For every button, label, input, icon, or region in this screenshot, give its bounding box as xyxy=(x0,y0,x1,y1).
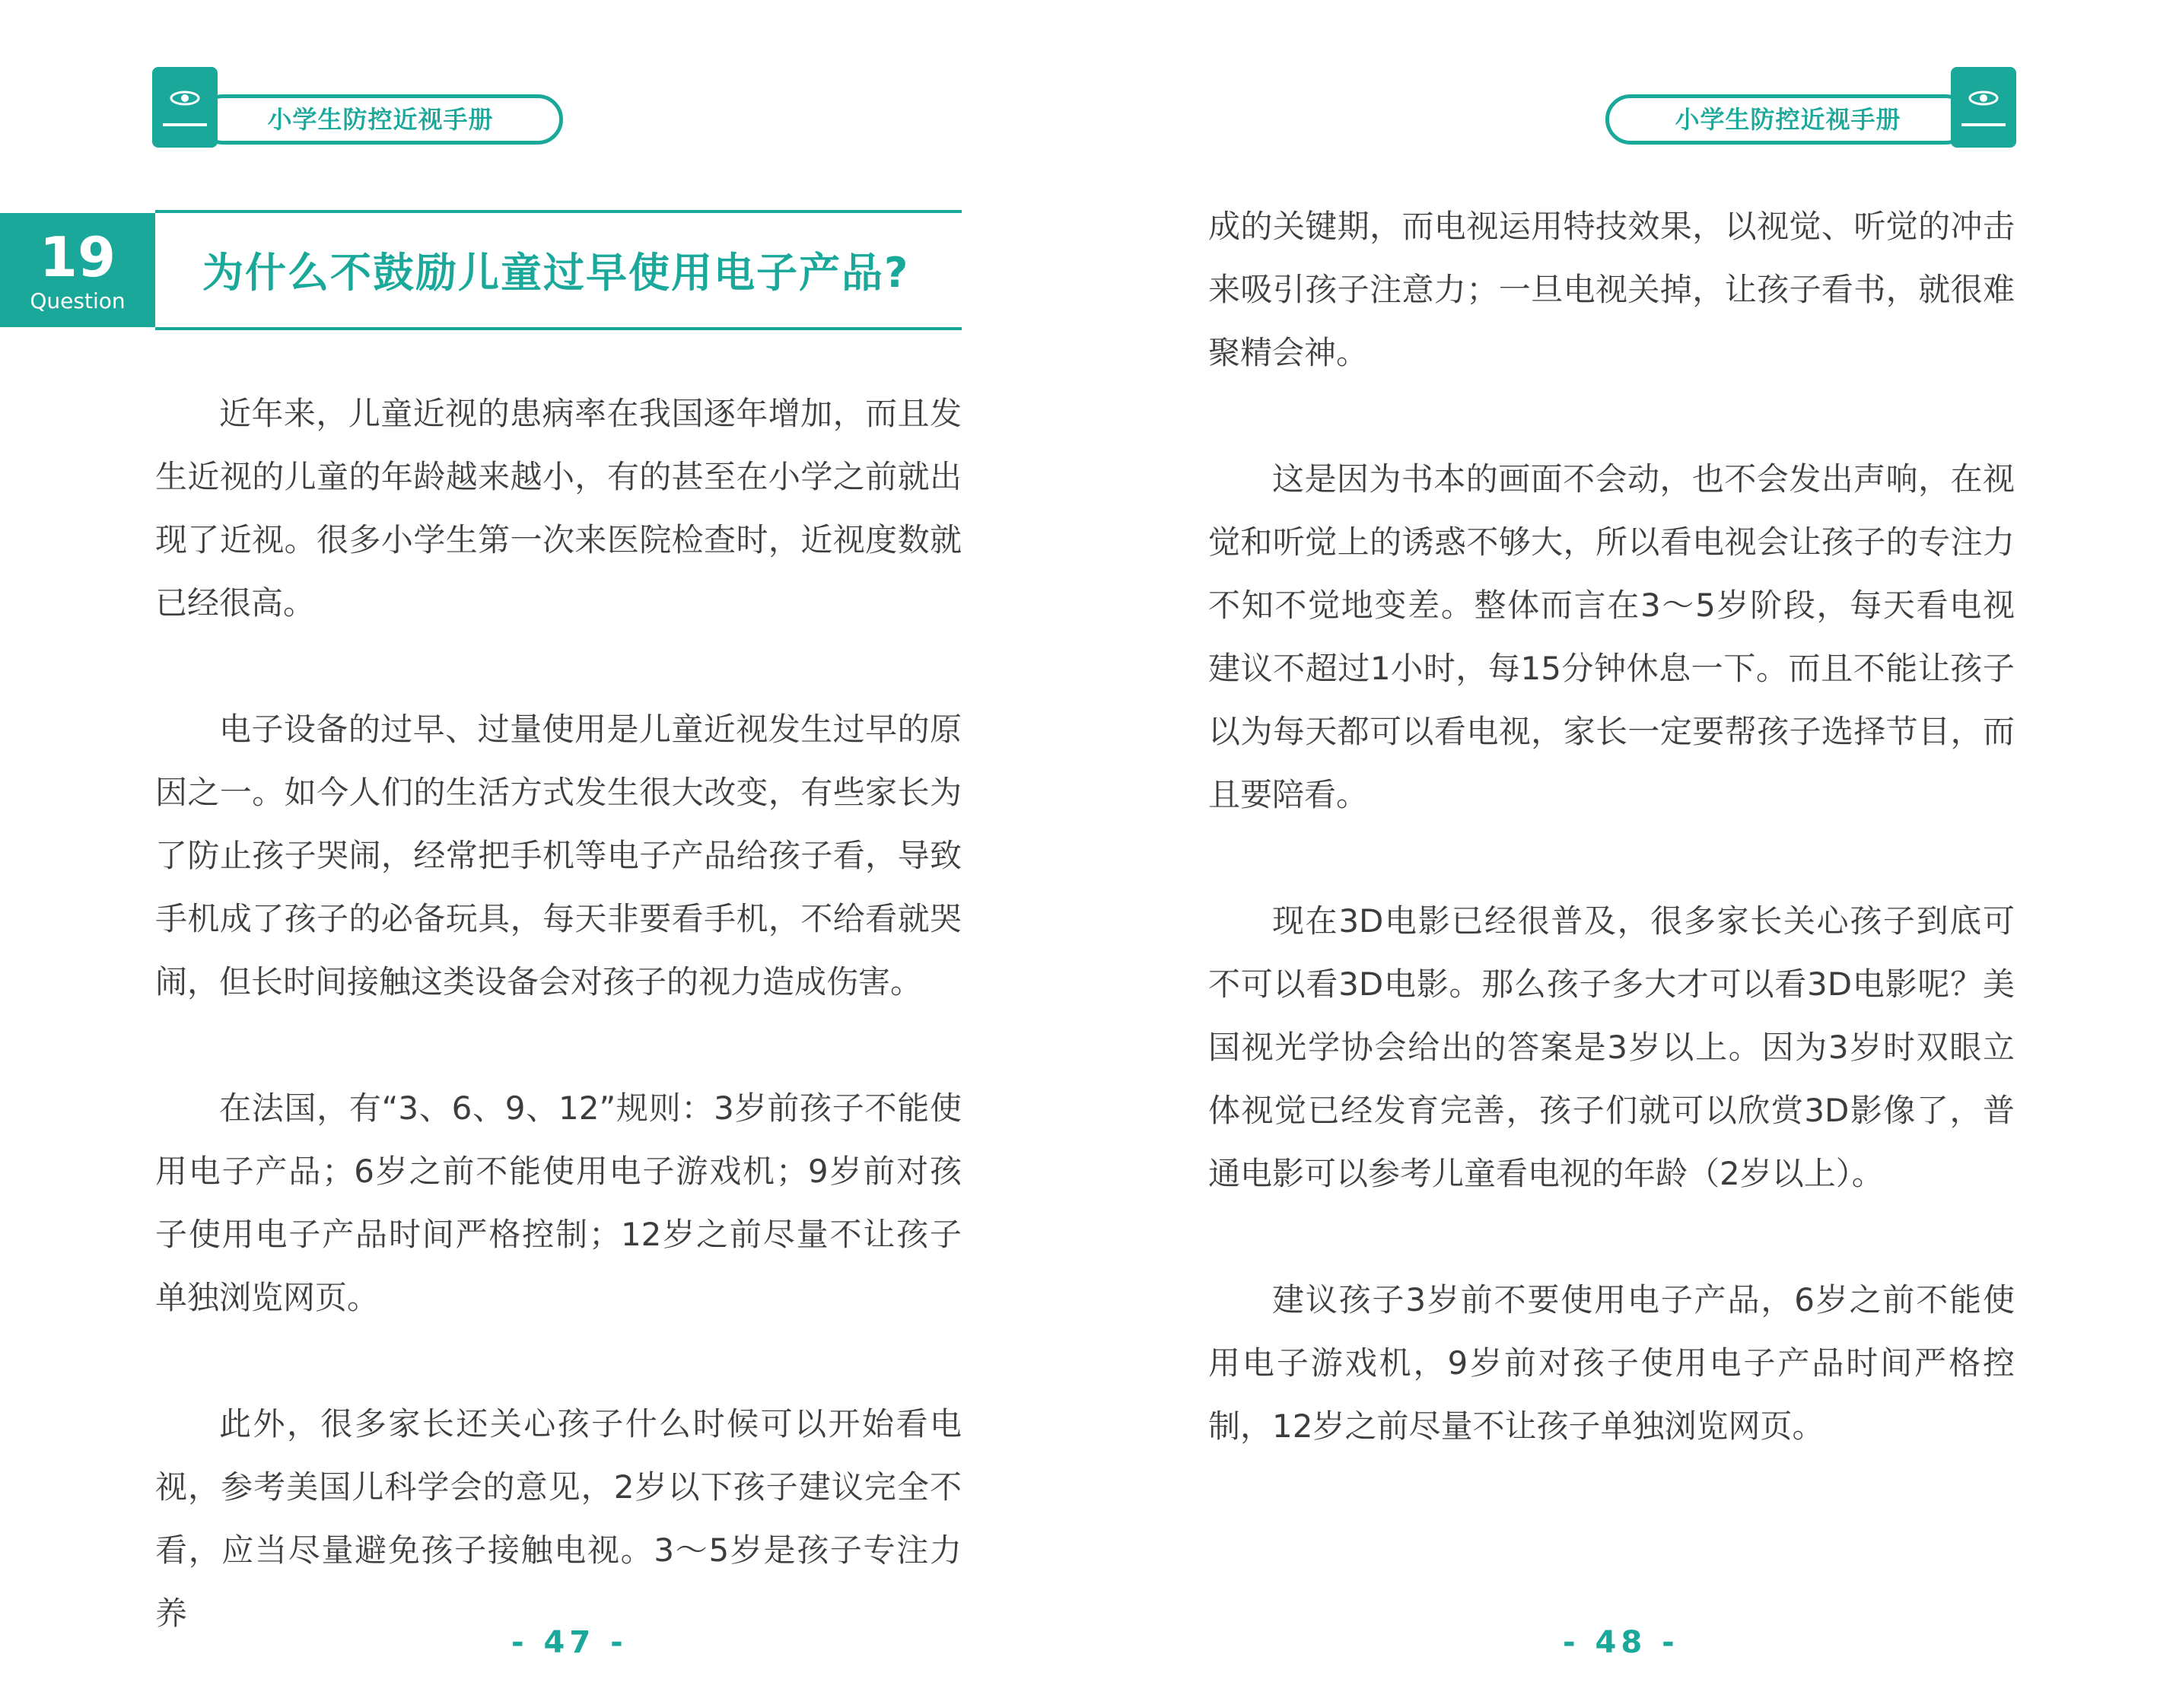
left-page xyxy=(0,0,1078,1708)
paragraph: 在法国，有“3、6、9、12”规则：3岁前孩子不能使用电子产品；6岁之前不能使用电子游戏机；9岁前对孩子使用电子产品时间严格控制；12岁之前尽量不让孩子单独浏览网页。 xyxy=(155,1089,962,1316)
header-badge xyxy=(1605,67,2016,148)
page-number: - 48 - xyxy=(1563,1625,1679,1660)
header-badge xyxy=(152,67,563,148)
header-pill xyxy=(198,94,563,145)
paragraph: 这是因为书本的画面不会动，也不会发出声响，在视觉和听觉上的诱惑不够大，所以看电视会让孩子的专注力不知不觉地变差。整体而言在3～5岁阶段，每天看电视建议不超过1小时，每15分钟休息一下。而且不能让孩子以为每天都可以看电视，家长一定要帮孩子选择节目，而且要陪看。 xyxy=(1208,460,2015,813)
paragraph: 此外，很多家长还关心孩子什么时候可以开始看电视，参考美国儿科学会的意见，2岁以下孩子建议完全不看，应当尽量避免孩子接触电视。3～5岁是孩子专注力养 xyxy=(155,1405,962,1632)
header-title: 小学生防控近视手册 xyxy=(1675,105,1901,134)
question-number: 19 xyxy=(39,225,116,289)
paragraph: 建议孩子3岁前不要使用电子产品，6岁之前不能使用电子游戏机，9岁前对孩子使用电子产品时间严格控制，12岁之前尽量不让孩子单独浏览网页。 xyxy=(1208,1281,2015,1445)
tab-line xyxy=(163,123,207,126)
title-rule-bottom xyxy=(155,327,962,330)
eye-icon xyxy=(1968,90,2000,107)
right-body xyxy=(1208,195,2015,1458)
paragraph: 成的关键期，而电视运用特技效果，以视觉、听觉的冲击来吸引孩子注意力；一旦电视关掉，让孩子看书，就很难聚精会神。 xyxy=(1208,208,2015,371)
paragraph: 现在3D电影已经很普及，很多家长关心孩子到底可不可以看3D电影。那么孩子多大才可以看3D电影呢？美国视光学协会给出的答案是3岁以上。因为3岁时双眼立体视觉已经发育完善，孩子们就可以欣赏3D影像了，普通电影可以参考儿童看电视的年龄（2岁以上）。 xyxy=(1208,902,2015,1192)
header-tab xyxy=(152,67,218,148)
left-body xyxy=(155,382,962,1645)
question-title: 为什么不鼓励儿童过早使用电子产品? xyxy=(202,249,910,297)
question-number-block xyxy=(0,213,155,327)
page-number: - 47 - xyxy=(511,1625,628,1660)
right-page xyxy=(1079,0,2157,1708)
header-title: 小学生防控近视手册 xyxy=(267,105,494,134)
title-rule-top xyxy=(155,210,962,213)
question-word: Question xyxy=(30,288,126,313)
tab-line xyxy=(1961,123,2006,126)
eye-icon xyxy=(169,90,201,107)
paragraph: 近年来，儿童近视的患病率在我国逐年增加，而且发生近视的儿童的年龄越来越小，有的甚至在小学之前就出现了近视。很多小学生第一次来医院检查时，近视度数就已经很高。 xyxy=(155,395,962,622)
paragraph: 电子设备的过早、过量使用是儿童近视发生过早的原因之一。如今人们的生活方式发生很大改变，有些家长为了防止孩子哭闹，经常把手机等电子产品给孩子看，导致手机成了孩子的必备玩具，每天非要看手机，不给看就哭闹，但长时间接触这类设备会对孩子的视力造成伤害。 xyxy=(155,711,962,1000)
header-tab xyxy=(1951,67,2016,148)
header-pill xyxy=(1605,94,1971,145)
